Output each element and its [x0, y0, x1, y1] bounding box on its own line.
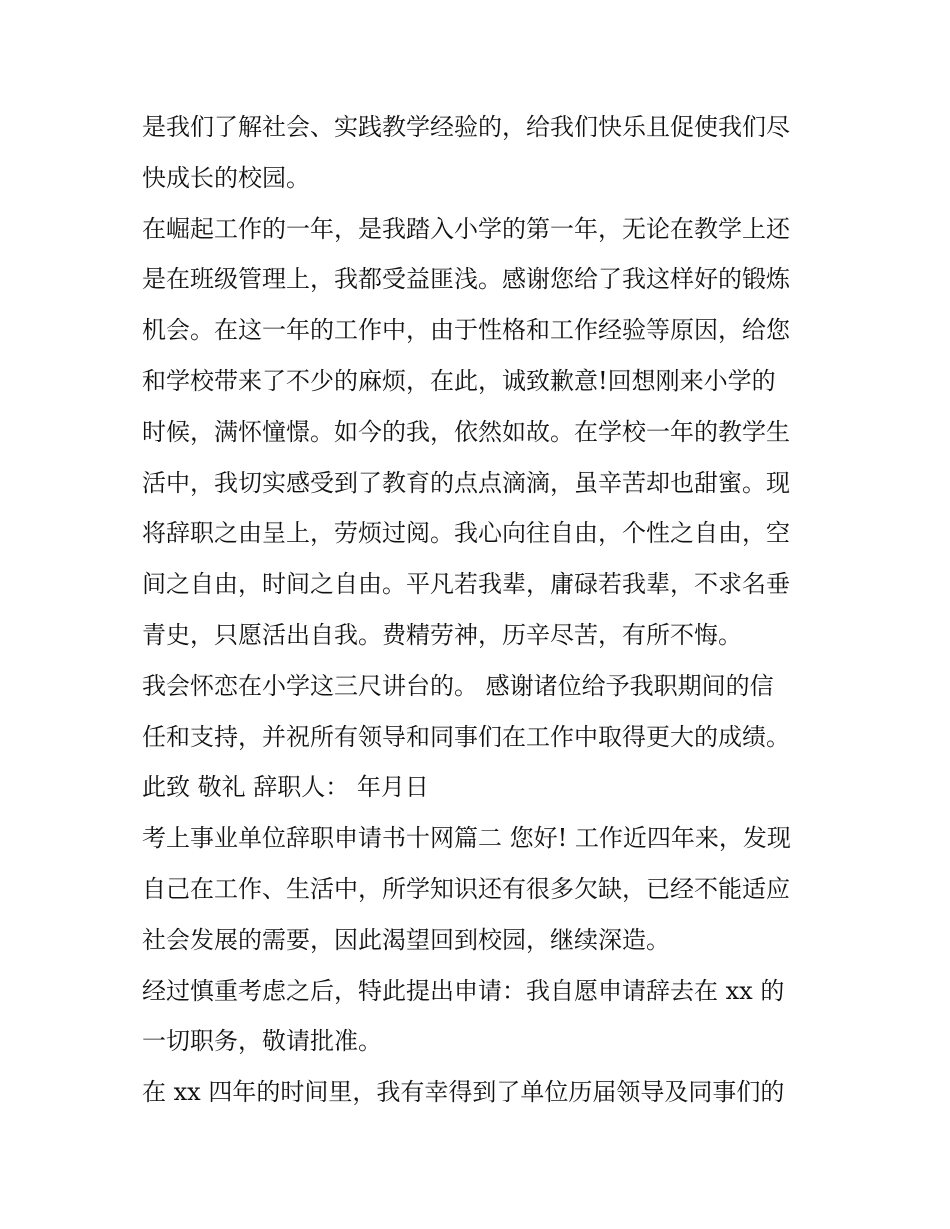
- text-line-16: 自己在工作、生活中，所学知识还有很多欠缺，已经不能适应: [142, 874, 790, 903]
- text-line-6: 和学校带来了不少的麻烦，在此，诚致歉意!回想刚来小学的: [142, 366, 776, 395]
- text-line-13: 任和支持，并祝所有领导和同事们在工作中取得更大的成绩。: [142, 722, 790, 751]
- text-line-20: 在 xx 四年的时间里，我有幸得到了单位历届领导及同事们的: [142, 1078, 785, 1107]
- text-line-18: 经过慎重考虑之后，特此提出申请：我自愿申请辞去在 xx 的: [142, 976, 785, 1005]
- text-line-1: 是我们了解社会、实践教学经验的，给我们快乐且促使我们尽: [142, 113, 790, 141]
- text-line-11: 青史，只愿活出自我。费精劳神，历辛尽苦，有所不悔。: [142, 620, 742, 649]
- text-line-14: 此致 敬礼 辞职人： 年月日: [142, 773, 429, 802]
- body-text: [142, 102, 822, 1118]
- text-line-12: 我会怀恋在小学这三尺讲台的。 感谢诸位给予我职期间的信: [142, 671, 774, 700]
- text-line-8: 活中，我切实感受到了教育的点点滴滴，虽辛苦却也甜蜜。现: [142, 468, 790, 497]
- text-line-15: 考上事业单位辞职申请书十网篇二 您好! 工作近四年来，发现: [142, 824, 791, 853]
- text-line-9: 将辞职之由呈上，劳烦过阅。我心向往自由，个性之自由，空: [142, 519, 790, 548]
- text-line-3: 在崛起工作的一年，是我踏入小学的第一年，无论在教学上还: [142, 214, 790, 243]
- text-line-2: 快成长的校园。: [142, 163, 310, 192]
- text-line-10: 间之自由，时间之自由。平凡若我辈，庸碌若我辈，不求名垂: [142, 570, 790, 599]
- text-line-7: 时候，满怀憧憬。如今的我，依然如故。在学校一年的教学生: [142, 417, 790, 446]
- text-line-19: 一切职务，敬请批准。: [142, 1027, 382, 1056]
- text-line-17: 社会发展的需要，因此渴望回到校园，继续深造。: [142, 925, 670, 954]
- text-line-5: 机会。在这一年的工作中，由于性格和工作经验等原因，给您: [142, 316, 790, 345]
- text-line-4: 是在班级管理上，我都受益匪浅。感谢您给了我这样好的锻炼: [142, 265, 790, 294]
